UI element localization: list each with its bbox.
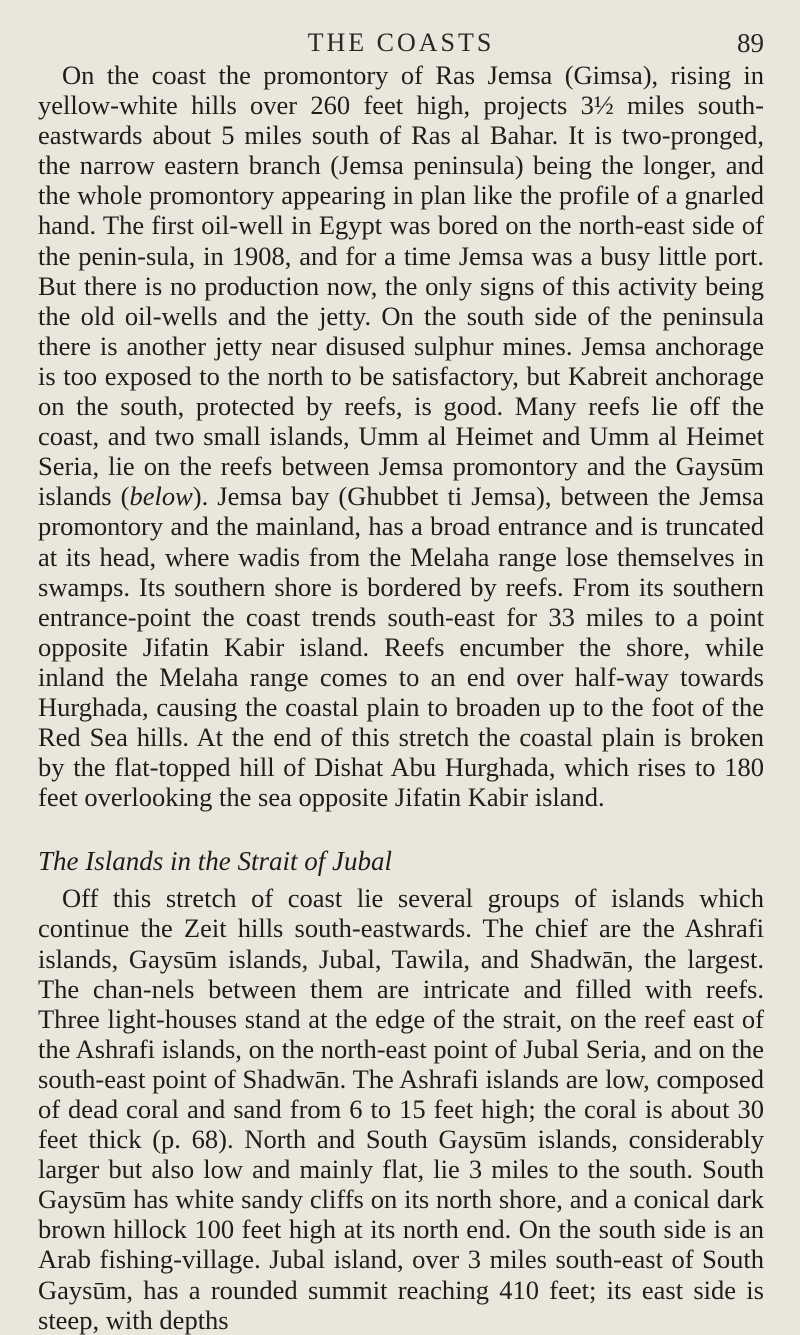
paragraph-islands: Off this stretch of coast lie several groups of islands which continue the Zeit hills south-eastwards. The chief are the Ashrafi islands, Gaysūm islands, Jubal, Tawila, and Shadwān, the largest. The chan-nels between them are intricate and filled with reefs. Three light-houses stand at the edge of the strait, on the reef east of the Ashrafi islands, on the north-east point of Jubal Seria, and on the south-east point of Shadwān. The Ashrafi islands are low, composed of dead coral and sand from 6 to 15 feet high; the coral is about 30 feet thick (p. 68). North and South Gaysūm islands, considerably larger but also low and mainly flat, lie 3 miles to the south. South Gaysūm has white sandy cliffs on its north shore, and a conical dark brown hillock 100 feet high at its north end. On the south side is an Arab fishing-village. Jubal island, over 3 miles south-east of South Gaysūm, has a rounded summit reaching 410 feet; its east side is steep, with depths: [38, 883, 764, 1335]
paragraph-text: ). Jemsa bay (Ghubbet ti Jemsa), between the Jemsa promontory and the mainland, has a broad entrance and is truncated at its head, where wadis from the Melaha range lose themselves in swamps. Its southern shore is bordered by reefs. From its southern entrance-point the coast trends south-east for 33 miles to a point opposite Jifatin Kabir island. Reefs encumber the shore, while inland the Melaha range comes to an end over half-way towards Hurghada, causing the coastal plain to broaden up to the foot of the Red Sea hills. At the end of this stretch the coastal plain is broken by the flat-topped hill of Dishat Abu Hurghada, which rises to 180 feet overlooking the sea opposite Jifatin Kabir island.: [38, 481, 765, 813]
running-head: [38, 0, 764, 60]
paragraph-emphasis: below: [129, 481, 193, 512]
page-number: 89: [737, 28, 764, 58]
paragraph-text: On the coast the promontory of Ras Jemsa (Gimsa), rising in yellow-white hills over 260 feet high, projects 3½ miles south-eastwards about 5 miles south of Ras al Bahar. It is two-pronged, the narrow eastern branch (Jemsa peninsula) being the longer, and the whole promontory appearing in plan like the profile of a gnarled hand. The first oil-well in Egypt was bored on the north-east side of the penin-sula, in 1908, and for a time Jemsa was a busy little port. But there is no production now, the only signs of this activity being the old oil-wells and the jetty. On the south side of the peninsula there is another jetty near disused sulphur mines. Jemsa anchorage is too exposed to the north to be satisfactory, but Kabreit anchorage on the south, protected by reefs, is good. Many reefs lie off the coast, and two small islands, Umm al Heimet and Umm al Heimet Seria, lie on the reefs between Jemsa promontory and the Gaysūm islands (: [38, 60, 764, 512]
paragraph-ras-jemsa: [38, 60, 764, 812]
running-title: THE COASTS: [307, 28, 495, 57]
section-heading: The Islands in the Strait of Jubal: [38, 846, 392, 877]
